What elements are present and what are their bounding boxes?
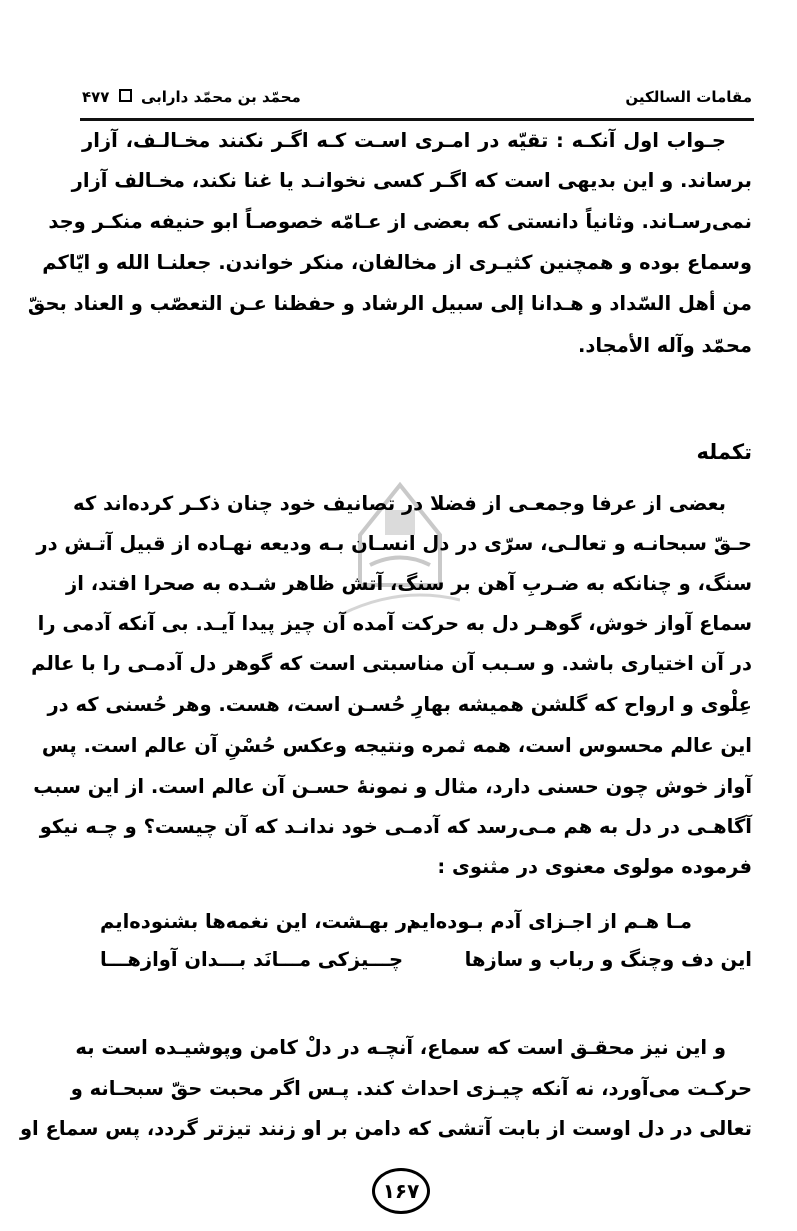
text-line: در آن اختیاری باشد. و سـبب آن مناسبتی است که گوهر دل آدمـی را با عالم: [31, 652, 752, 675]
running-head: [82, 88, 301, 106]
section-heading: تکمله: [696, 440, 752, 464]
page-number: ۱۶۷: [372, 1168, 430, 1214]
verse-1-second-hemistich: در بهـشت، این نغمه‌ها بشنوده‌ایم: [100, 910, 417, 933]
text-line: بعضی از عرفا وجمعـی از فضلا در تصانیف خود چنان ذکـر کرده‌اند که: [73, 492, 726, 515]
text-line: آگاهـی در دل به هم مـی‌رسد که آدمـی خود ندانـد که آن چیست؟ و چـه نیکو: [39, 815, 752, 838]
text-line: سنگ، و چنانکه به ضـربِ آهن بر سنگ، آتش ظاهر شـده به صحرا افتد، از: [66, 572, 752, 595]
text-line: جـواب اول آنکـه : تقیّه در امـری اسـت کـه اگـر نکنند مخـالـف، آزار: [82, 129, 726, 152]
square-ornament-icon: [119, 89, 132, 102]
text-line: برساند. و این بدیهی است که اگـر کسی نخوانـد یا غنا نکند، مخـالف آزار: [71, 169, 752, 192]
text-line: حرکـت می‌آورد، نه آنکه چیـزی احداث کند. پـس اگر محبت حقّ سبحـانه و: [70, 1077, 752, 1100]
header-rule: [80, 118, 754, 121]
text-line: فرموده مولوی معنوی در مثنوی :: [437, 855, 752, 878]
text-line: و این نیز محقـق است که سماع، آنچـه در دلْ کامن وپوشیـده است به: [75, 1036, 726, 1059]
text-line: تعالی در دل اوست از بابت آتشی که دامن بر او زنند تیزتر گردد، پس سماع او: [19, 1117, 752, 1140]
page-header: [82, 88, 752, 114]
text-line: محمّد وآله الأمجاد.: [577, 334, 752, 357]
text-line: حـقّ سبحانـه و تعالـی، سرّی در دل انسـان بـه ودیعه نهـاده از قبیل آتـش در: [36, 532, 752, 555]
text-line: این عالم محسوس است، همه ثمره ونتیجه وعکس حُسْنِ آن عالم است. پس: [41, 734, 752, 757]
text-line: سماع آواز خوش، گوهـر دل به حرکت آمده آن چیز پیدا آیـد. بی آنکه آدمی را: [37, 612, 752, 635]
text-line: وسماع بوده و همچنین کثیـری از مخالفان، منکر خواندن. جعلنـا الله و ایّاکم: [42, 251, 752, 274]
text-line: آواز خوش چون حسنی دارد، مثال و نمونهٔ حسـن آن عالم است. از این سبب: [33, 775, 752, 798]
verse-1-first-hemistich: مـا هـم از اجـزای آدم بـوده‌ایم: [406, 910, 692, 933]
text-line: من أهل السّداد و هـدانا إلی سبیل الرشاد و حفظنا عـن التعصّب و العناد بحقّ: [27, 292, 752, 315]
verse-2-first-hemistich: این دف وچنگ و رباب و سازها: [464, 948, 752, 971]
text-line: عِلْوی و ارواح که گلشن همیشه بهارِ حُسـن است، هست. وهر حُسنی که در: [47, 693, 752, 716]
verse-2-second-hemistich: چـــیزکی مـــانَد بـــدان آوازهـــا: [100, 948, 404, 971]
book-title: مقامات السالكين: [625, 88, 752, 106]
text-line: نمی‌رسـاند. وثانیاً دانستی که بعضی از عـامّه خصوصـاً ابو حنیفه منکـر وجد: [48, 210, 752, 233]
running-head-author: محمّد بن محمّد دارابی: [140, 88, 301, 106]
header-page-number: ۴۷۷: [82, 88, 110, 106]
